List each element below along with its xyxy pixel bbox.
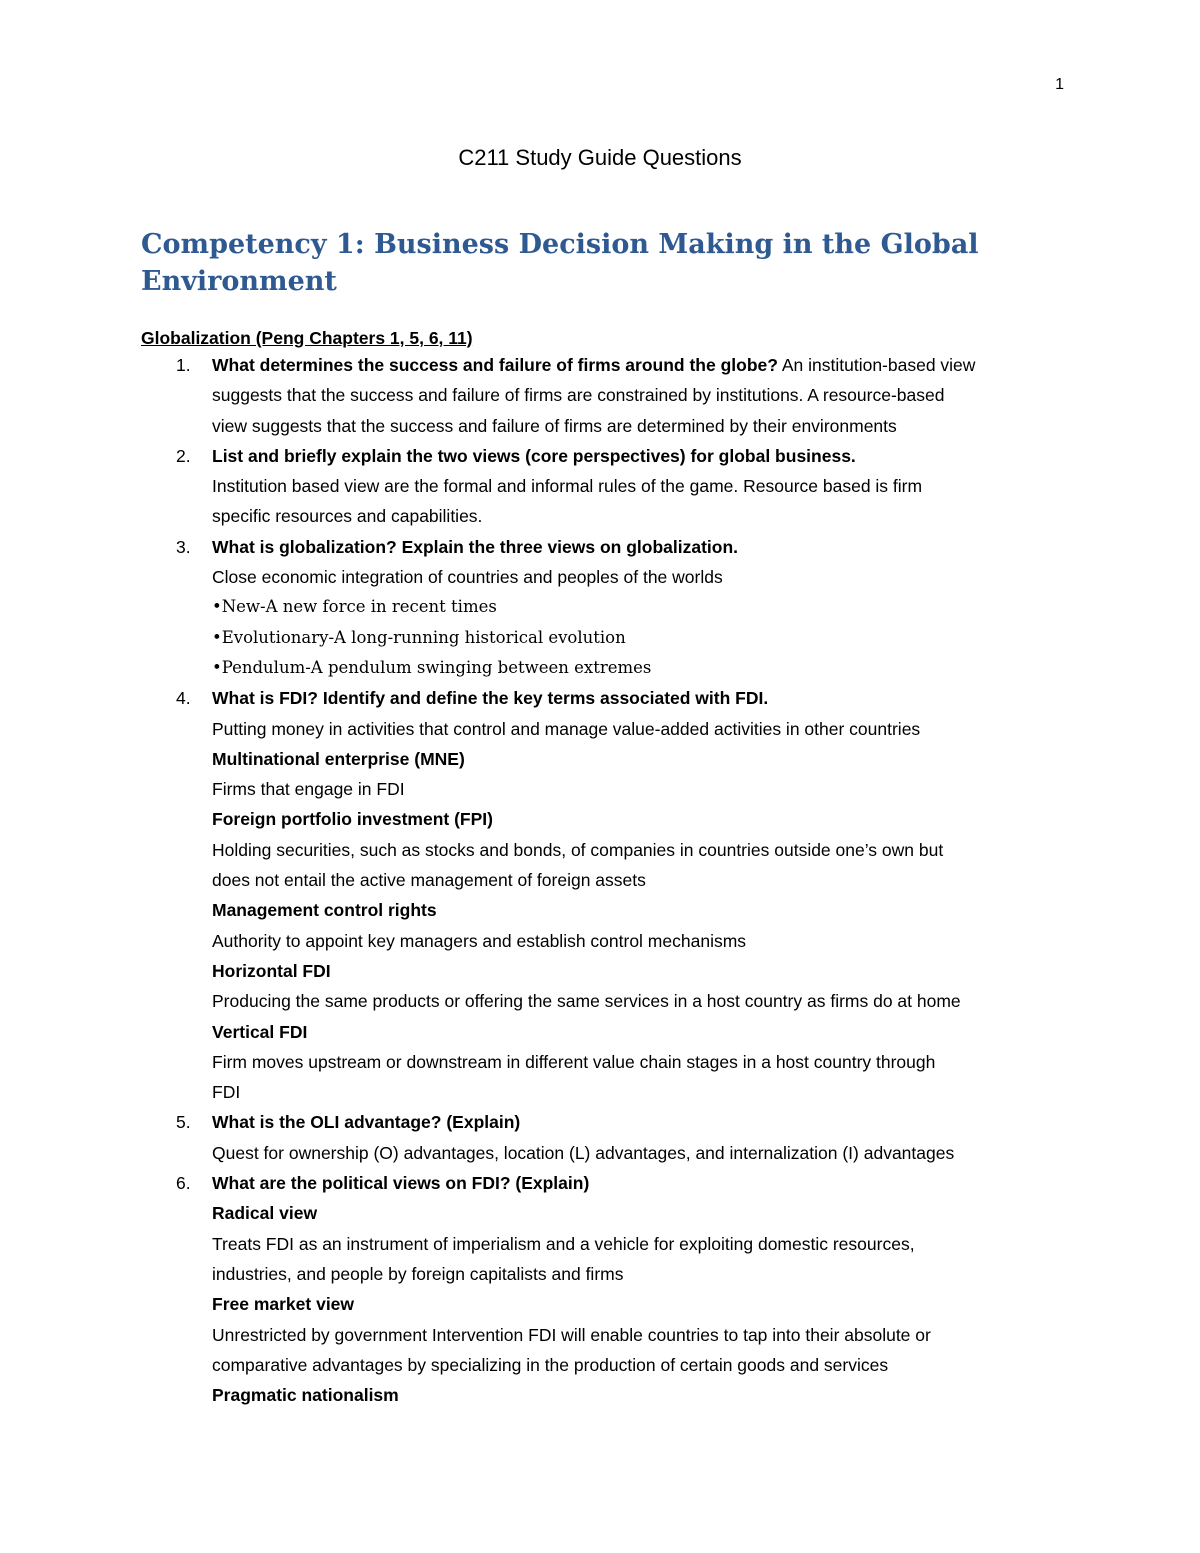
list-item xyxy=(0,532,1200,562)
question-text: List and briefly explain the two views (core perspectives) for global business. xyxy=(212,445,856,466)
term-vertical-fdi: Vertical FDI xyxy=(212,1021,308,1042)
definition-horizontal-fdi: Producing the same products or offering the same services in a host country as firms do at home xyxy=(212,991,961,1012)
definition-radical-view: industries, and people by foreign capitalists and firms xyxy=(212,1263,624,1284)
term-free-market-view: Free market view xyxy=(212,1294,355,1315)
globalization-view-pendulum: •Pendulum-A pendulum swinging between extremes xyxy=(212,657,652,677)
list-item xyxy=(0,1168,1200,1198)
answer-line: Putting money in activities that control and manage value-added activities in other countries xyxy=(212,718,921,739)
question-text: What is FDI? Identify and define the key terms associated with FDI. xyxy=(212,688,769,709)
question-number: 1. xyxy=(176,355,191,375)
question-text: What is globalization? Explain the three views on globalization. xyxy=(212,536,739,557)
answer-text: An institution-based view xyxy=(777,355,976,375)
list-item xyxy=(0,683,1200,713)
definition-free-market-view: comparative advantages by specializing in the production of certain goods and services xyxy=(212,1354,889,1375)
definition-fpi: Holding securities, such as stocks and bonds, of companies in countries outside one’s own but xyxy=(212,839,944,860)
list-item xyxy=(0,441,1200,471)
question-number: 4. xyxy=(176,688,191,709)
definition-vertical-fdi: Firm moves upstream or downstream in different value chain stages in a host country through xyxy=(212,1051,936,1072)
term-horizontal-fdi: Horizontal FDI xyxy=(212,960,331,981)
competency-heading: Competency 1: Business Decision Making in the Global Environment xyxy=(141,229,979,297)
question-text: What determines the success and failure of firms around the globe? xyxy=(212,355,778,375)
list-item xyxy=(0,1107,1200,1137)
question-number: 5. xyxy=(176,1112,191,1133)
document-title: C211 Study Guide Questions xyxy=(458,145,742,170)
section-title: Globalization (Peng Chapters 1, 5, 6, 11) xyxy=(141,328,473,348)
definition-radical-view: Treats FDI as an instrument of imperialism and a vehicle for exploiting domestic resources, xyxy=(212,1233,915,1254)
question-list xyxy=(0,350,1200,1410)
answer-line: Institution based view are the formal and informal rules of the game. Resource based is firm xyxy=(212,476,923,497)
question-text: What are the political views on FDI? (Explain) xyxy=(212,1173,590,1194)
page-number: 1 xyxy=(1055,76,1064,93)
definition-fpi: does not entail the active management of foreign assets xyxy=(212,870,646,891)
globalization-view-evolutionary: •Evolutionary-A long-running historical evolution xyxy=(212,627,626,647)
question-number: 2. xyxy=(176,445,191,466)
answer-line: Quest for ownership (O) advantages, location (L) advantages, and internalization (I) advantages xyxy=(212,1142,955,1163)
answer-line: suggests that the success and failure of firms are constrained by institutions. A resource-based xyxy=(212,385,945,406)
list-item xyxy=(0,350,1200,380)
term-pragmatic-nationalism: Pragmatic nationalism xyxy=(212,1385,399,1406)
answer-line: specific resources and capabilities. xyxy=(212,506,483,527)
globalization-view-new: •New-A new force in recent times xyxy=(212,597,497,617)
definition-management-control-rights: Authority to appoint key managers and establish control mechanisms xyxy=(212,930,747,951)
question-text: What is the OLI advantage? (Explain) xyxy=(212,1112,521,1133)
definition-mne: Firms that engage in FDI xyxy=(212,779,405,800)
term-radical-view: Radical view xyxy=(212,1203,318,1224)
definition-vertical-fdi: FDI xyxy=(212,1082,241,1103)
term-mne: Multinational enterprise (MNE) xyxy=(212,748,465,769)
term-management-control-rights: Management control rights xyxy=(212,900,437,921)
question-number: 6. xyxy=(176,1173,191,1194)
term-fpi: Foreign portfolio investment (FPI) xyxy=(212,809,493,830)
definition-free-market-view: Unrestricted by government Intervention FDI will enable countries to tap into their absolute or xyxy=(212,1324,931,1345)
answer-line: view suggests that the success and failure of firms are determined by their environments xyxy=(212,415,897,436)
question-number: 3. xyxy=(176,536,191,557)
answer-line: Close economic integration of countries and peoples of the worlds xyxy=(212,567,723,588)
